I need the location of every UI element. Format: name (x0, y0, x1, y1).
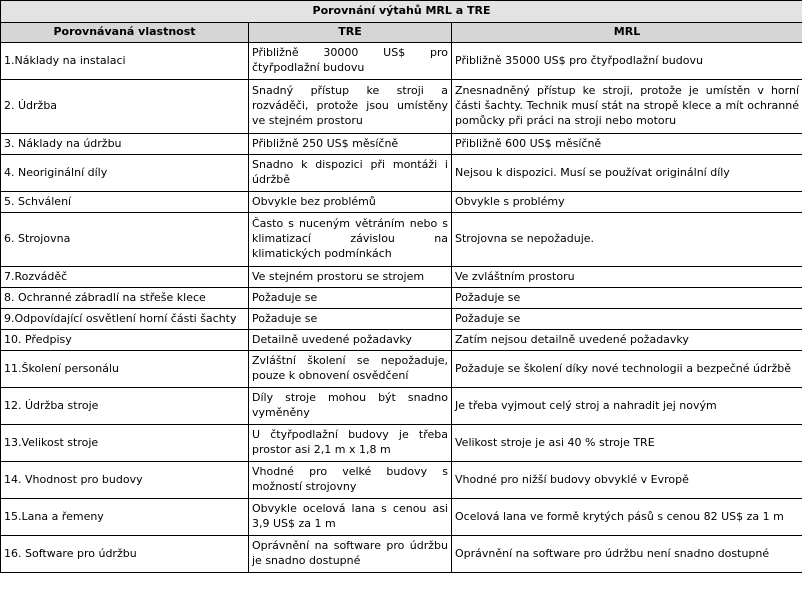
table-row (1, 309, 802, 330)
row-property: 16. Software pro údržbu (1, 536, 249, 573)
row-tre-value: Vhodné pro velké budovy s možností strojovny (249, 462, 452, 499)
row-mrl-value: Nejsou k dispozici. Musí se používat originální díly (452, 155, 802, 192)
table-header-row (1, 23, 802, 43)
table-row (1, 43, 802, 80)
table-row (1, 351, 802, 388)
row-property: 12. Údržba stroje (1, 388, 249, 425)
row-tre-value: Zvláštní školení se nepožaduje, pouze k obnovení osvědčení (249, 351, 452, 388)
row-property: 1.Náklady na instalaci (1, 43, 249, 80)
row-tre-value: Díly stroje mohou být snadno vyměněny (249, 388, 452, 425)
row-mrl-value: Požaduje se (452, 309, 802, 330)
table-row (1, 425, 802, 462)
row-tre-value: Detailně uvedené požadavky (249, 330, 452, 351)
row-tre-value: Snadný přístup ke stroji a rozváděči, protože jsou umístěny ve stejném prostoru (249, 80, 452, 134)
table-row (1, 213, 802, 267)
table-row (1, 134, 802, 155)
column-header-tre: TRE (249, 23, 452, 43)
row-mrl-value: Obvykle s problémy (452, 192, 802, 213)
table-title: Porovnání výtahů MRL a TRE (1, 1, 802, 23)
row-tre-value: Ve stejném prostoru se strojem (249, 267, 452, 288)
row-property: 7.Rozváděč (1, 267, 249, 288)
row-mrl-value: Požaduje se školení díky nové technologii a bezpečné údržbě (452, 351, 802, 388)
row-tre-value: Požaduje se (249, 309, 452, 330)
row-tre-value: Přibližně 30000 US$ pro čtyřpodlažní budovu (249, 43, 452, 80)
row-mrl-value: Přibližně 600 US$ měsíčně (452, 134, 802, 155)
table-row (1, 155, 802, 192)
row-property: 11.Školení personálu (1, 351, 249, 388)
row-mrl-value: Přibližně 35000 US$ pro čtyřpodlažní budovu (452, 43, 802, 80)
row-tre-value: Obvykle ocelová lana s cenou asi 3,9 US$ za 1 m (249, 499, 452, 536)
row-property: 13.Velikost stroje (1, 425, 249, 462)
row-tre-value: U čtyřpodlažní budovy je třeba prostor asi 2,1 m x 1,8 m (249, 425, 452, 462)
row-tre-value: Požaduje se (249, 288, 452, 309)
row-property: 5. Schválení (1, 192, 249, 213)
row-tre-value: Obvykle bez problémů (249, 192, 452, 213)
row-mrl-value: Oprávnění na software pro údržbu není snadno dostupné (452, 536, 802, 573)
table-row (1, 267, 802, 288)
row-property: 2. Údržba (1, 80, 249, 134)
table-row (1, 192, 802, 213)
row-property: 14. Vhodnost pro budovy (1, 462, 249, 499)
table-row (1, 288, 802, 309)
row-property: 3. Náklady na údržbu (1, 134, 249, 155)
row-mrl-value: Znesnadněný přístup ke stroji, protože je umístěn v horní části šachty. Technik musí stát na stropě klece a mít ochranné pomůcky při práci na stroji nebo motoru (452, 80, 802, 134)
table-row (1, 536, 802, 573)
row-property: 9.Odpovídající osvětlení horní části šachty (1, 309, 249, 330)
row-mrl-value: Ve zvláštním prostoru (452, 267, 802, 288)
row-mrl-value: Je třeba vyjmout celý stroj a nahradit jej novým (452, 388, 802, 425)
row-tre-value: Přibližně 250 US$ měsíčně (249, 134, 452, 155)
row-tre-value: Často s nuceným větráním nebo s klimatizací závislou na klimatických podmínkách (249, 213, 452, 267)
row-mrl-value: Požaduje se (452, 288, 802, 309)
row-mrl-value: Velikost stroje je asi 40 % stroje TRE (452, 425, 802, 462)
column-header-property: Porovnávaná vlastnost (1, 23, 249, 43)
table-row (1, 462, 802, 499)
row-tre-value: Oprávnění na software pro údržbu je snadno dostupné (249, 536, 452, 573)
row-property: 15.Lana a řemeny (1, 499, 249, 536)
row-property: 4. Neoriginální díly (1, 155, 249, 192)
row-property: 6. Strojovna (1, 213, 249, 267)
row-mrl-value: Strojovna se nepožaduje. (452, 213, 802, 267)
column-header-mrl: MRL (452, 23, 802, 43)
row-mrl-value: Vhodné pro nižší budovy obvyklé v Evropě (452, 462, 802, 499)
table-row (1, 388, 802, 425)
table-row (1, 330, 802, 351)
row-mrl-value: Ocelová lana ve formě krytých pásů s cenou 82 US$ za 1 m (452, 499, 802, 536)
row-property: 8. Ochranné zábradlí na střeše klece (1, 288, 249, 309)
row-mrl-value: Zatím nejsou detailně uvedené požadavky (452, 330, 802, 351)
table-row (1, 499, 802, 536)
row-property: 10. Předpisy (1, 330, 249, 351)
row-tre-value: Snadno k dispozici při montáži i údržbě (249, 155, 452, 192)
table-row (1, 80, 802, 134)
